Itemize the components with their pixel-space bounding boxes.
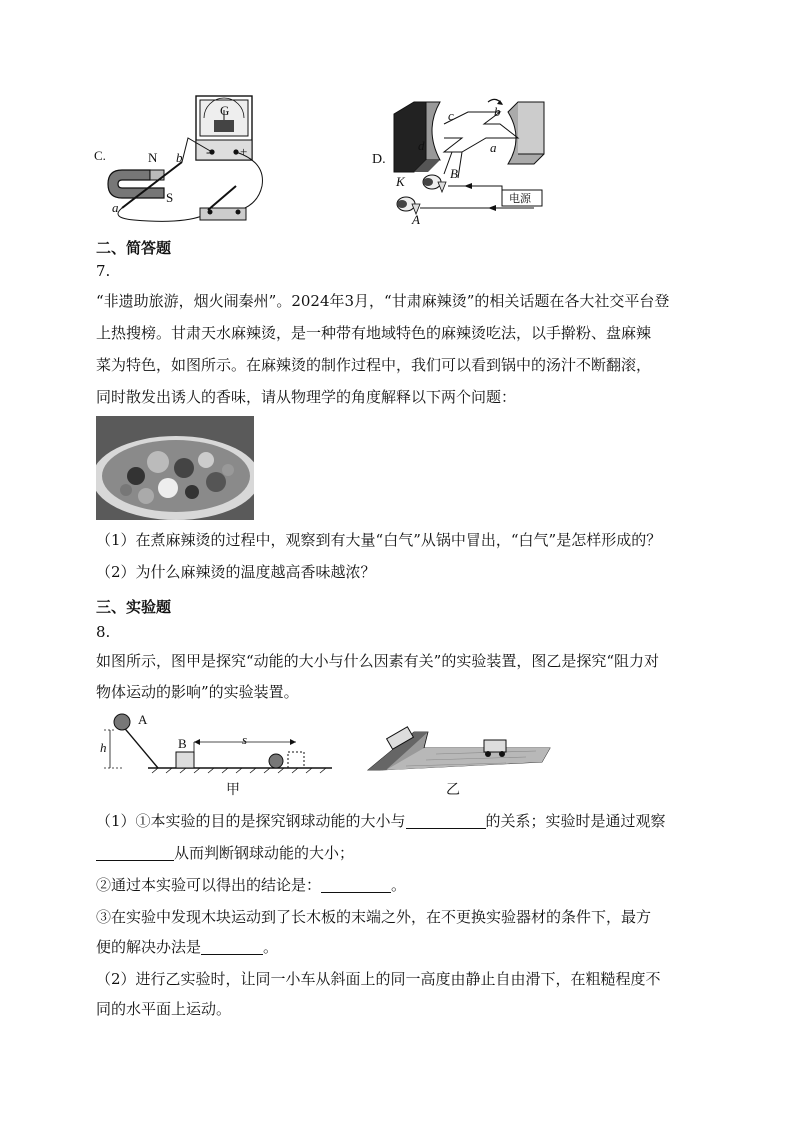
rod-b-label: b (176, 150, 183, 165)
q7-paragraph-line-2: 上热搜榜。甘肃天水麻辣烫，是一种带有地域特色的麻辣烫吃法，以手擀粉、盘麻辣 (96, 324, 652, 342)
kinetic-energy-apparatus (96, 710, 336, 774)
q8-part1-line4: ③在实验中发现木块运动到了长木板的末端之外，在不更换实验器材的条件下，最方 (96, 908, 652, 926)
label-b: b (494, 104, 501, 119)
q7-subquestion-2: （2）为什么麻辣烫的温度越高香味越浓？ (96, 563, 376, 581)
resistance-apparatus (366, 718, 556, 774)
q7-paragraph-line-3: 菜为特色，如图所示。在麻辣烫的制作过程中，我们可以看到锅中的汤汁不断翻滚， (96, 356, 652, 374)
label-d: d (418, 138, 425, 153)
figure-jia-caption: 甲 (226, 782, 240, 798)
height-h-label: h (100, 740, 107, 755)
label-big-b: B (450, 166, 458, 181)
option-d-letter: D. (372, 152, 386, 167)
label-c: c (448, 108, 454, 123)
q8-part2-line2: 同的水平面上运动。 (96, 1000, 232, 1018)
answer-blank-1[interactable] (406, 811, 486, 829)
question-8-number: 8. (96, 623, 111, 641)
q7-paragraph-line-1: “非遗助旅游，烟火闹秦州”。2024年3月，“甘肃麻辣烫”的相关话题在各大社交平台登 (96, 292, 670, 310)
block-b-label: B (178, 736, 187, 751)
magnet-s-label: S (166, 190, 174, 205)
q7-subquestion-1: （1）在煮麻辣烫的过程中，观察到有大量“白气”从锅中冒出，“白气”是怎样形成的？ (96, 531, 662, 549)
q8-paragraph-line-2: 物体运动的影响”的实验装置。 (96, 683, 299, 701)
section-heading-experiment: 三、实验题 (96, 598, 172, 616)
q8-solution-text: 便的解决办法是 (96, 938, 202, 956)
q8-part1-text-b: 的关系；实验时是通过观察 (485, 812, 666, 830)
label-big-a: A (412, 212, 420, 227)
figure-yi (366, 718, 556, 806)
figure-option-d (368, 94, 558, 228)
q8-solution-end: 。 (263, 938, 279, 956)
q8-conclusion-end: 。 (391, 876, 407, 894)
q8-part2-line1: （2）进行乙实验时，让同一小车从斜面上的同一高度由静止自由滑下，在粗糙程度不 (96, 970, 661, 988)
rod-a-label: a (112, 200, 119, 215)
malatang-photo (96, 416, 254, 520)
magnet-n-label: N (148, 150, 158, 165)
q8-conclusion-text: ②通过本实验可以得出的结论是： (96, 876, 322, 894)
ball-a-label: A (138, 712, 148, 727)
label-big-k: K (396, 174, 405, 189)
figure-yi-caption: 乙 (446, 782, 460, 798)
figure-jia (96, 710, 336, 806)
motor-diagram (368, 94, 558, 228)
answer-blank-2[interactable] (96, 843, 174, 861)
power-source-label: 电源 (509, 193, 531, 205)
q8-part1-text-c: 从而判断钢球动能的大小； (174, 844, 355, 862)
meter-plus-label: + (240, 144, 248, 159)
section-heading-short-answer: 二、简答题 (96, 239, 172, 257)
q8-part1-line3 (96, 870, 406, 900)
label-a: a (490, 140, 497, 155)
q8-paragraph-line-1: 如图所示，图甲是探究“动能的大小与什么因素有关”的实验装置，图乙是探究“阻力对 (96, 652, 660, 670)
answer-blank-4[interactable] (201, 937, 263, 955)
q8-part1-line1 (96, 806, 666, 836)
figure-option-c (90, 92, 270, 232)
meter-minus-label: - (206, 144, 211, 159)
distance-s-label: s (242, 732, 248, 747)
answer-blank-3[interactable] (321, 875, 391, 893)
option-c-letter: C. (94, 148, 106, 163)
q8-part1-line2 (96, 838, 354, 868)
q7-paragraph-line-4: 同时散发出诱人的香味，请从物理学的角度解释以下两个问题： (96, 388, 517, 406)
q8-part1-line5 (96, 932, 278, 962)
meter-g-label: G (220, 103, 230, 118)
question-7-number: 7. (96, 262, 111, 280)
q8-part1-text-a: （1）①本实验的目的是探究钢球动能的大小与 (96, 812, 406, 830)
